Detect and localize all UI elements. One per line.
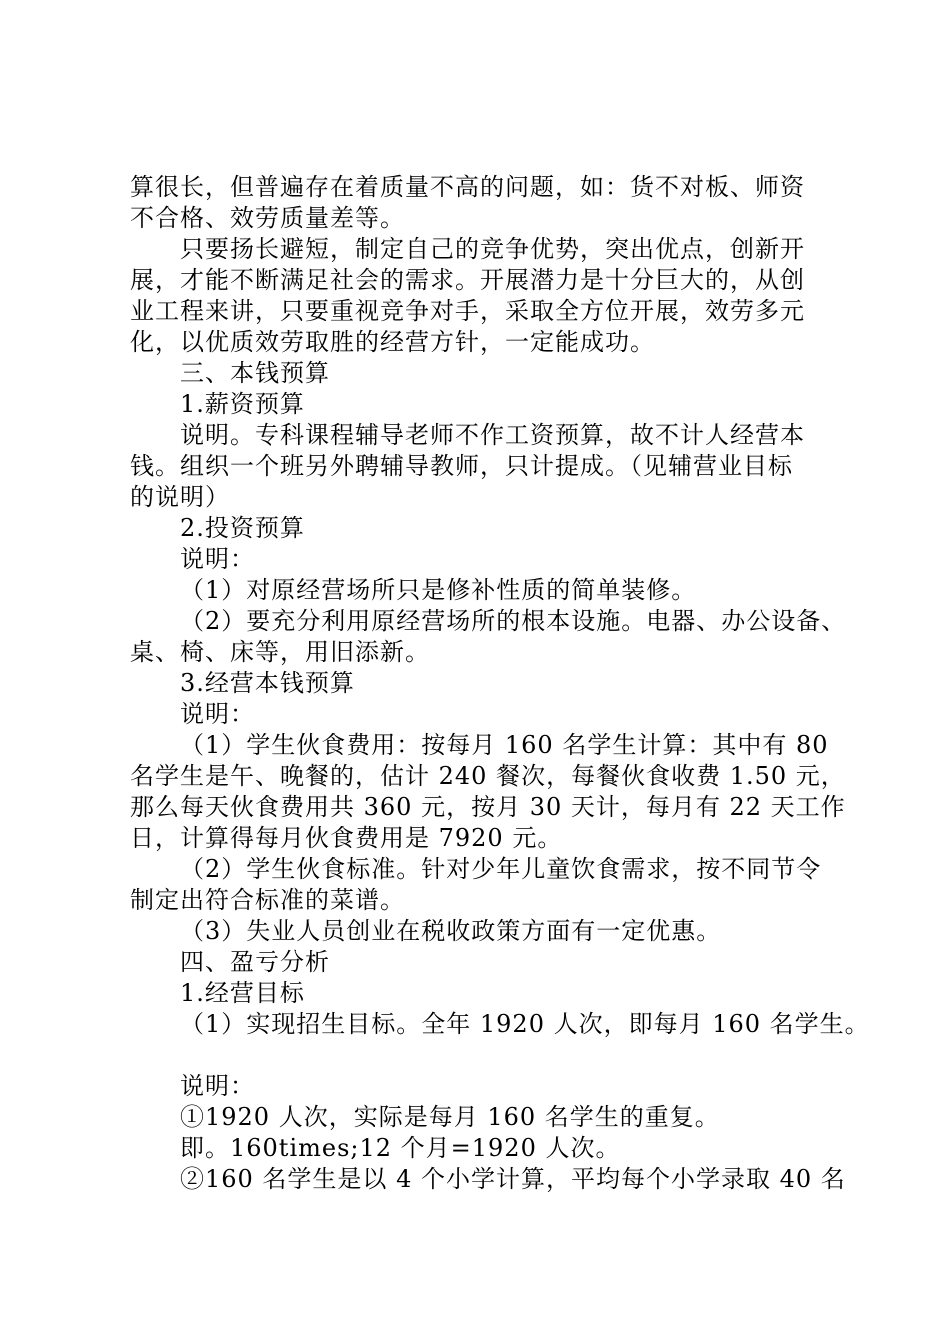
text-line: 不合格、效劳质量差等。 xyxy=(130,204,405,232)
text-line: 名学生是午、晚餐的，估计 240 餐次，每餐伙食收费 1.50 元， xyxy=(130,762,846,790)
text-line: 即。160times;12 个月=1920 人次。 xyxy=(180,1134,621,1162)
text-line: 2.投资预算 xyxy=(180,514,305,542)
text-line: 桌、椅、床等，用旧添新。 xyxy=(130,638,430,666)
text-line: 三、本钱预算 xyxy=(180,359,330,387)
text-line: （3）失业人员创业在税收政策方面有一定优惠。 xyxy=(180,917,722,945)
text-line: （1）学生伙食费用：按每月 160 名学生计算：其中有 80 xyxy=(180,731,829,759)
text-line: 说明： xyxy=(180,545,255,573)
text-line: 业工程来讲，只要重视竞争对手，采取全方位开展，效劳多元 xyxy=(130,297,805,325)
text-line: 说明： xyxy=(180,1072,255,1100)
document-body xyxy=(130,172,870,1195)
text-line: 算很长，但普遍存在着质量不高的问题，如：货不对板、师资 xyxy=(130,173,805,201)
text-line: 日，计算得每月伙食费用是 7920 元。 xyxy=(130,824,563,852)
text-line: ①1920 人次，实际是每月 160 名学生的重复。 xyxy=(180,1103,720,1131)
text-line: （1）实现招生目标。全年 1920 人次，即每月 160 名学生。 xyxy=(180,1010,870,1038)
text-line: 制定出符合标准的菜谱。 xyxy=(130,886,405,914)
text-line: 的说明） xyxy=(130,483,230,511)
text-line: （1）对原经营场所只是修补性质的简单装修。 xyxy=(180,576,697,604)
blank-line xyxy=(130,1040,850,1071)
text-line: 那么每天伙食费用共 360 元，按月 30 天计，每月有 22 天工作 xyxy=(130,793,846,821)
text-line: （2）要充分利用原经营场所的根本设施。电器、办公设备、 xyxy=(180,607,847,635)
text-line: 四、盈亏分析 xyxy=(180,948,330,976)
text-line: 钱。组织一个班另外聘辅导教师，只计提成。（见辅营业目标 xyxy=(130,452,793,480)
text-line: 说明： xyxy=(180,700,255,728)
text-line: 化，以优质效劳取胜的经营方针，一定能成功。 xyxy=(130,328,655,356)
text-line: 只要扬长避短，制定自己的竞争优势，突出优点，创新开 xyxy=(180,235,805,263)
text-line: 展，才能不断满足社会的需求。开展潜力是十分巨大的，从创 xyxy=(130,266,805,294)
text-line: ②160 名学生是以 4 个小学计算，平均每个小学录取 40 名 xyxy=(180,1165,846,1193)
text-line: （2）学生伙食标准。针对少年儿童饮食需求，按不同节令 xyxy=(180,855,822,883)
text-line: 3.经营本钱预算 xyxy=(180,669,355,697)
text-line: 1.经营目标 xyxy=(180,979,305,1007)
text-line: 1.薪资预算 xyxy=(180,390,305,418)
text-line: 说明。专科课程辅导老师不作工资预算，故不计人经营本 xyxy=(180,421,805,449)
